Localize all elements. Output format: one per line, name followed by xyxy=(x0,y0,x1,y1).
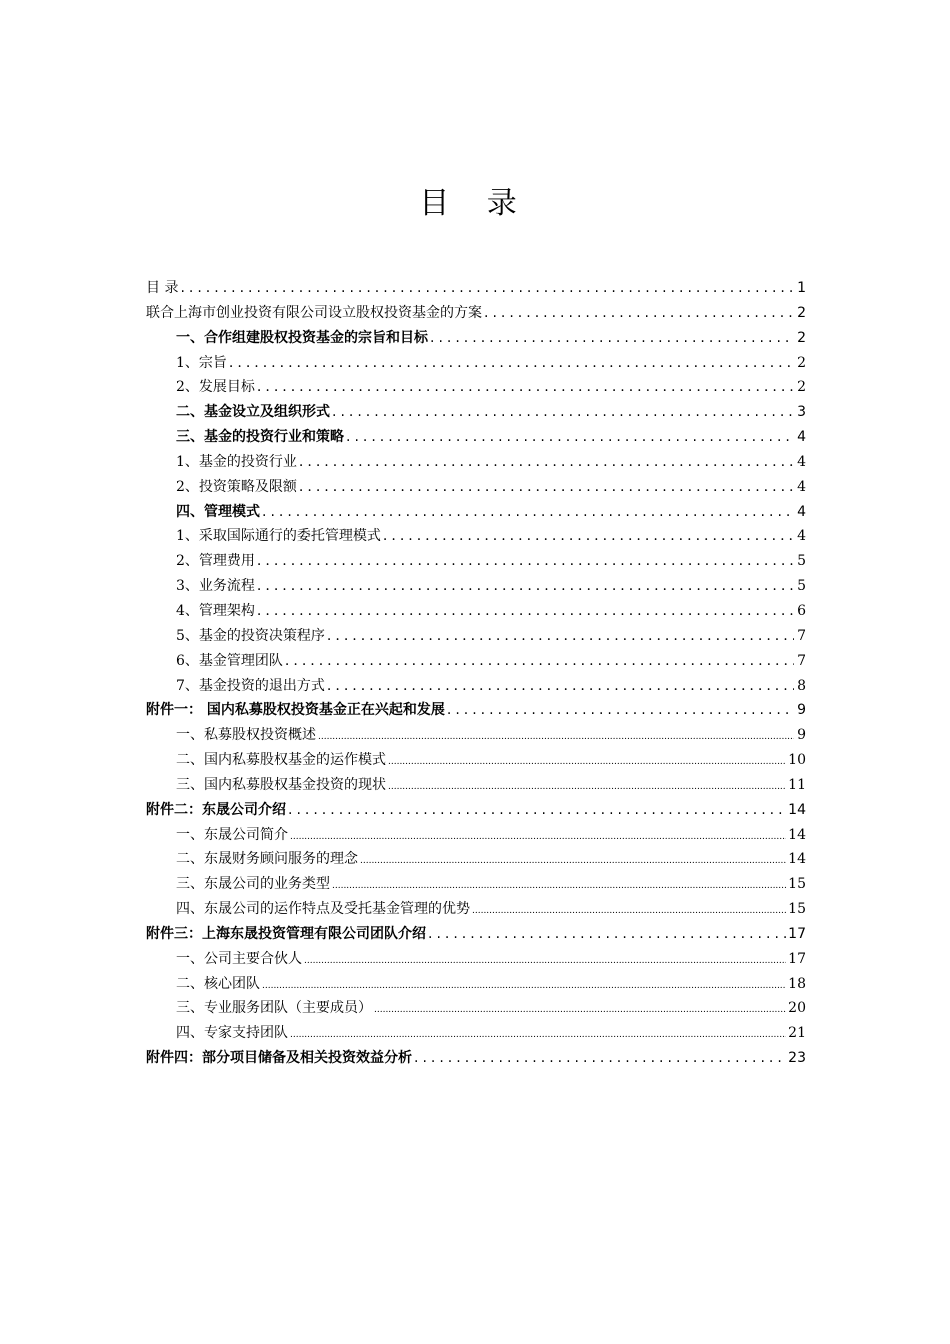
toc-page-number: 14 xyxy=(788,851,806,868)
toc-entry[interactable] xyxy=(146,798,806,823)
toc-page-number: 15 xyxy=(788,876,806,893)
toc-entry[interactable] xyxy=(146,574,806,599)
toc-entry[interactable] xyxy=(146,1046,806,1071)
toc-entry[interactable] xyxy=(146,301,806,326)
toc-dot-leader xyxy=(262,500,794,525)
toc-dot-leader xyxy=(472,899,786,924)
toc-entry-title: 附件二：东晟公司介绍 xyxy=(146,801,286,818)
toc-page-number: 8 xyxy=(797,677,806,694)
toc-entry[interactable] xyxy=(146,624,806,649)
toc-entry[interactable] xyxy=(146,549,806,574)
toc-entry[interactable] xyxy=(146,450,806,475)
toc-page-number: 9 xyxy=(797,702,806,719)
toc-entry-title: 四、管理模式 xyxy=(176,503,260,520)
toc-entry-title: 一、公司主要合伙人 xyxy=(176,950,302,967)
toc-page-number: 17 xyxy=(788,950,806,967)
toc-page-number: 3 xyxy=(797,404,806,421)
toc-entry-title: 7、基金投资的退出方式 xyxy=(176,677,325,694)
toc-dot-leader xyxy=(257,375,794,400)
toc-dot-leader xyxy=(290,1023,786,1048)
toc-entry[interactable] xyxy=(146,674,806,699)
toc-dot-leader xyxy=(290,825,786,850)
toc-page-number: 2 xyxy=(797,304,806,321)
toc-dot-leader xyxy=(327,674,794,699)
toc-page-number: 4 xyxy=(797,478,806,495)
toc-page-number: 10 xyxy=(788,752,806,769)
toc-dot-leader xyxy=(288,798,786,823)
toc-entry-title: 二、国内私募股权基金的运作模式 xyxy=(176,752,386,769)
toc-page-number: 4 xyxy=(797,429,806,446)
toc-entry-title: 二、基金设立及组织形式 xyxy=(176,404,330,421)
toc-entry[interactable] xyxy=(146,375,806,400)
toc-entry[interactable] xyxy=(146,996,806,1021)
toc-dot-leader xyxy=(304,949,786,974)
toc-dot-leader xyxy=(430,326,794,351)
toc-dot-leader xyxy=(257,549,794,574)
toc-entry[interactable] xyxy=(146,872,806,897)
toc-entry-title: 附件一： 国内私募股权投资基金正在兴起和发展 xyxy=(146,702,445,719)
toc-page-number: 1 xyxy=(797,280,806,296)
toc-page-number: 18 xyxy=(788,975,806,992)
toc-entry-title: 6、基金管理团队 xyxy=(176,652,283,669)
toc-entry-title: 目 录 xyxy=(146,280,179,296)
toc-dot-leader xyxy=(332,874,786,899)
toc-dot-leader xyxy=(332,400,794,425)
toc-entry-title: 2、发展目标 xyxy=(176,379,255,396)
toc-dot-leader xyxy=(299,475,794,500)
toc-entry[interactable] xyxy=(146,599,806,624)
toc-page-number: 21 xyxy=(788,1025,806,1042)
toc-entry-title: 二、核心团队 xyxy=(176,975,260,992)
page-title: 目 录 xyxy=(419,186,531,222)
toc-page-number: 20 xyxy=(788,1000,806,1017)
toc-entry[interactable] xyxy=(146,847,806,872)
toc-dot-leader xyxy=(428,922,786,947)
toc-entry-title: 二、东晟财务顾问服务的理念 xyxy=(176,851,358,868)
toc-dot-leader xyxy=(257,574,794,599)
toc-entry-title: 1、基金的投资行业 xyxy=(176,453,297,470)
toc-entry-title: 三、基金的投资行业和策略 xyxy=(176,429,344,446)
toc-dot-leader xyxy=(484,301,794,326)
toc-page-number: 2 xyxy=(797,354,806,371)
toc-page-number: 15 xyxy=(788,901,806,918)
toc-entry[interactable] xyxy=(146,524,806,549)
toc-page-number: 9 xyxy=(797,727,806,744)
toc-entry[interactable] xyxy=(146,698,806,723)
toc-entry[interactable] xyxy=(146,649,806,674)
toc-entry-title: 5、基金的投资决策程序 xyxy=(176,627,325,644)
toc-entry-title: 2、投资策略及限额 xyxy=(176,478,297,495)
toc-entry[interactable] xyxy=(146,1021,806,1046)
toc-entry[interactable] xyxy=(146,972,806,997)
toc-dot-leader xyxy=(318,725,794,750)
toc-entry[interactable] xyxy=(146,823,806,848)
toc-page-number: 5 xyxy=(797,578,806,595)
toc-page-number: 23 xyxy=(788,1050,806,1067)
toc-entry-title: 四、专家支持团队 xyxy=(176,1025,288,1042)
toc-page-number: 5 xyxy=(797,553,806,570)
toc-page-number: 7 xyxy=(797,627,806,644)
toc-dot-leader xyxy=(257,599,794,624)
toc-page-number: 2 xyxy=(797,329,806,346)
toc-dot-leader xyxy=(388,775,786,800)
toc-page-number: 6 xyxy=(797,602,806,619)
toc-page-number: 17 xyxy=(788,925,806,942)
toc-dot-leader xyxy=(327,624,794,649)
toc-dot-leader xyxy=(285,649,794,674)
toc-entry-title: 4、管理架构 xyxy=(176,602,255,619)
toc-entry[interactable] xyxy=(146,475,806,500)
toc-entry-title: 三、专业服务团队（主要成员） xyxy=(176,1000,372,1017)
toc-entry[interactable] xyxy=(146,723,806,748)
toc-entry[interactable] xyxy=(146,425,806,450)
toc-dot-leader xyxy=(299,450,794,475)
toc-entry[interactable] xyxy=(146,922,806,947)
toc-entry[interactable] xyxy=(146,897,806,922)
toc-entry-title: 一、东晟公司简介 xyxy=(176,826,288,843)
toc-page-number: 7 xyxy=(797,652,806,669)
toc-dot-leader xyxy=(414,1046,786,1071)
toc-entry-title: 一、私募股权投资概述 xyxy=(176,727,316,744)
toc-page-number: 4 xyxy=(797,503,806,520)
toc-entry-title: 1、宗旨 xyxy=(176,354,227,371)
toc-entry-title: 三、东晟公司的业务类型 xyxy=(176,876,330,893)
toc-entry-title: 一、合作组建股权投资基金的宗旨和目标 xyxy=(176,329,428,346)
toc-dot-leader xyxy=(346,425,794,450)
toc-entry-title: 2、管理费用 xyxy=(176,553,255,570)
toc-dot-leader xyxy=(383,524,794,549)
toc-page-number: 4 xyxy=(797,453,806,470)
toc-entry-title: 联合上海市创业投资有限公司设立股权投资基金的方案 xyxy=(146,304,482,321)
toc-entry-title: 1、采取国际通行的委托管理模式 xyxy=(176,528,381,545)
toc-dot-leader xyxy=(374,998,786,1023)
toc-entry[interactable] xyxy=(146,773,806,798)
toc-entry[interactable] xyxy=(146,351,806,376)
toc-entry-title: 3、业务流程 xyxy=(176,578,255,595)
toc-dot-leader xyxy=(229,351,794,376)
toc-entry-title: 三、国内私募股权基金投资的现状 xyxy=(176,776,386,793)
toc-dot-leader xyxy=(360,849,786,874)
toc-entry[interactable] xyxy=(146,276,806,301)
toc-dot-leader xyxy=(447,698,794,723)
toc-entry-title: 附件三：上海东晟投资管理有限公司团队介绍 xyxy=(146,925,426,942)
toc-entry-title: 四、东晟公司的运作特点及受托基金管理的优势 xyxy=(176,901,470,918)
table-of-contents xyxy=(146,276,806,1071)
toc-page-number: 14 xyxy=(788,801,806,818)
toc-page-number: 11 xyxy=(788,776,806,793)
toc-entry-title: 附件四：部分项目储备及相关投资效益分析 xyxy=(146,1050,412,1067)
toc-entry[interactable] xyxy=(146,748,806,773)
toc-entry[interactable] xyxy=(146,326,806,351)
toc-dot-leader xyxy=(180,276,794,301)
toc-page-number: 14 xyxy=(788,826,806,843)
toc-entry[interactable] xyxy=(146,500,806,525)
toc-dot-leader xyxy=(262,974,786,999)
toc-page-number: 2 xyxy=(797,379,806,396)
toc-entry[interactable] xyxy=(146,947,806,972)
toc-dot-leader xyxy=(388,750,786,775)
toc-entry[interactable] xyxy=(146,400,806,425)
toc-page-number: 4 xyxy=(797,528,806,545)
